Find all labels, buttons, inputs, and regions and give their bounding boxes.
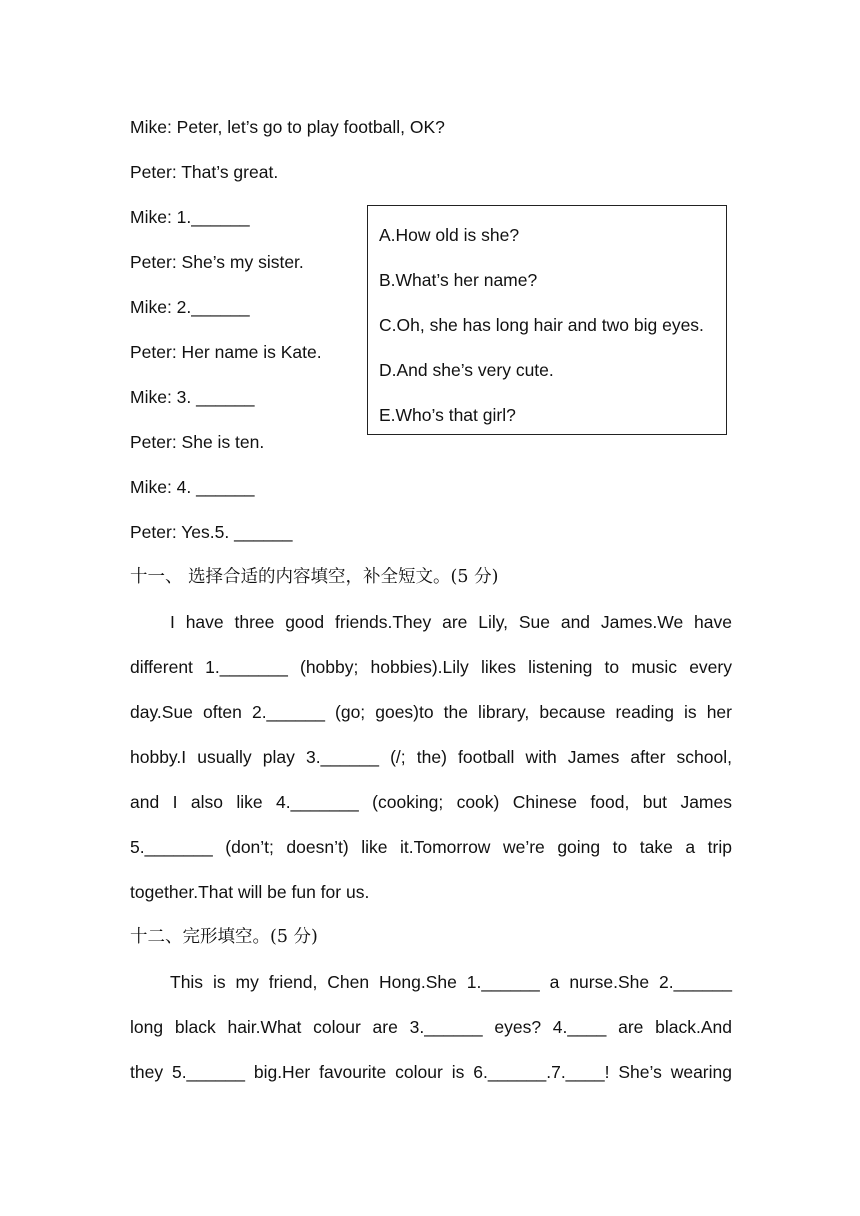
paragraph-line: and I also like 4._______ (cooking; cook) Chinese food, but James: [130, 792, 732, 812]
option-item: B.What’s her name?: [379, 270, 538, 290]
dialogue-line: Mike: 4. ______: [130, 477, 255, 497]
dialogue-line: Mike: 1.______: [130, 207, 250, 227]
paragraph-line: I have three good friends.They are Lily, Sue and James.We have: [170, 612, 732, 632]
paragraph-line: long black hair.What colour are 3.______ eyes? 4.____ are black.And: [130, 1017, 732, 1037]
dialogue-line: Peter: She’s my sister.: [130, 252, 304, 272]
dialogue-line: Mike: Peter, let’s go to play football, OK?: [130, 117, 445, 137]
dialogue-line: Peter: She is ten.: [130, 432, 265, 452]
dialogue-line: Peter: Her name is Kate.: [130, 342, 322, 362]
paragraph-line: different 1._______ (hobby; hobbies).Lily likes listening to music every: [130, 657, 732, 677]
section-heading: 十一、 选择合适的内容填空，补全短文。(5 分): [130, 567, 499, 587]
paragraph-line: together.That will be fun for us.: [130, 882, 370, 902]
paragraph-line: they 5.______ big.Her favourite colour is 6.______.7.____! She’s wearing: [130, 1062, 732, 1082]
option-item: C.Oh, she has long hair and two big eyes.: [379, 315, 704, 335]
dialogue-line: Peter: Yes.5. ______: [130, 522, 293, 542]
option-item: A.How old is she?: [379, 225, 520, 245]
paragraph-line: 5._______ (don’t; doesn’t) like it.Tomorrow we’re going to take a trip: [130, 837, 732, 857]
paragraph-line: hobby.I usually play 3.______ (/; the) football with James after school,: [130, 747, 732, 767]
section-heading: 十二、完形填空。(5 分): [130, 927, 318, 947]
option-item: D.And she’s very cute.: [379, 360, 554, 380]
dialogue-line: Mike: 2.______: [130, 297, 250, 317]
option-item: E.Who’s that girl?: [379, 405, 516, 425]
paragraph-line: day.Sue often 2.______ (go; goes)to the library, because reading is her: [130, 702, 732, 722]
dialogue-line: Peter: That’s great.: [130, 162, 279, 182]
options-box: [367, 205, 727, 435]
paragraph-line: This is my friend, Chen Hong.She 1.______ a nurse.She 2.______: [170, 972, 732, 992]
dialogue-line: Mike: 3. ______: [130, 387, 255, 407]
